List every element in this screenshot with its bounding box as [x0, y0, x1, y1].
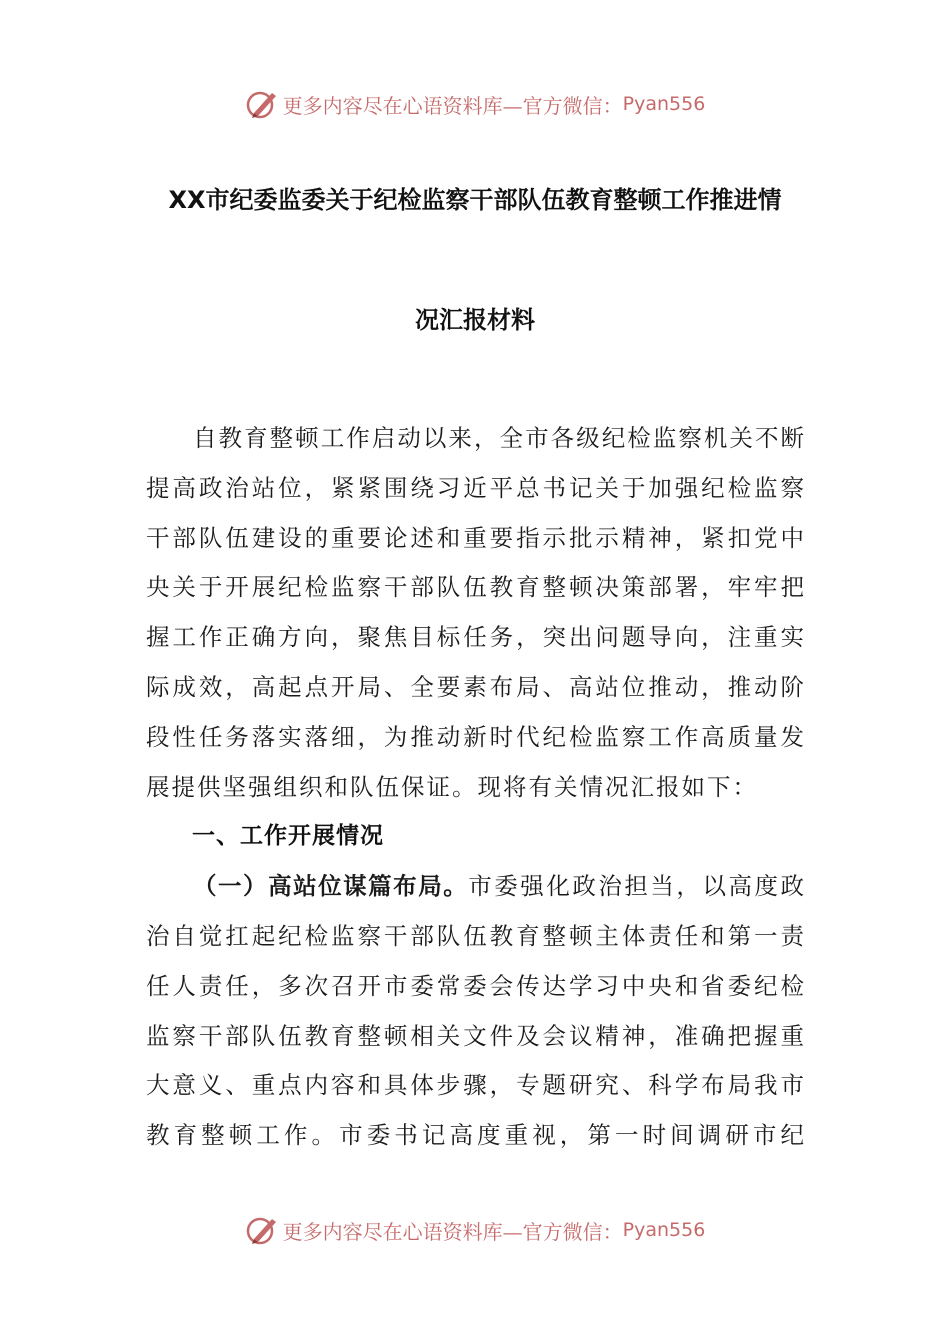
watermark-wechat-id: Pyan556 — [622, 1219, 706, 1241]
section-heading-1: 一、工作开展情况 — [192, 823, 384, 850]
document-title-line-2: 况汇报材料 — [415, 306, 535, 334]
watermark-wechat-id: Pyan556 — [622, 93, 706, 115]
subsection-text-1: 市委强化政治担当，以高度政治自觉扛起纪检监察干部队伍教育整顿主体责任和第一责任人责任，多次召开市委常委会传达学习中央和省委纪检监察干部队伍教育整顿相关文件及会议精神，准确把握重大意义、重点内容和具体步骤，专题研究、科学布局我市教育整顿工作。市委书记高度重视，第一时间调研市纪 — [146, 872, 807, 1150]
document-body — [146, 414, 806, 1161]
pen-logo-icon — [245, 1213, 279, 1247]
pen-logo-icon — [245, 87, 279, 121]
intro-paragraph: 自教育整顿工作启动以来，全市各级纪检监察机关不断提高政治站位，紧紧围绕习近平总书记关于加强纪检监察干部队伍建设的重要论述和重要指示批示精神，紧扣党中央关于开展纪检监察干部队伍教育整顿决策部署，牢牢把握工作正确方向，聚焦目标任务，突出问题导向，注重实际成效，高起点开局、全要素布局、高站位推动，推动阶段性任务落实落细，为推动新时代纪检监察工作高质量发展提供坚强组织和队伍保证。现将有关情况汇报如下： — [146, 424, 806, 801]
watermark-footer — [0, 1210, 950, 1250]
watermark-text: 更多内容尽在心语资料库—官方微信： — [282, 93, 623, 118]
document-title-line-1: XX市纪委监委关于纪检监察干部队伍教育整顿工作推进情 — [168, 186, 782, 214]
watermark-text: 更多内容尽在心语资料库—官方微信： — [282, 1219, 623, 1244]
watermark-header — [0, 84, 950, 124]
subsection-heading-1: （一）高站位谋篇布局。 — [193, 872, 469, 901]
subsection-paragraph-1 — [146, 862, 806, 1161]
